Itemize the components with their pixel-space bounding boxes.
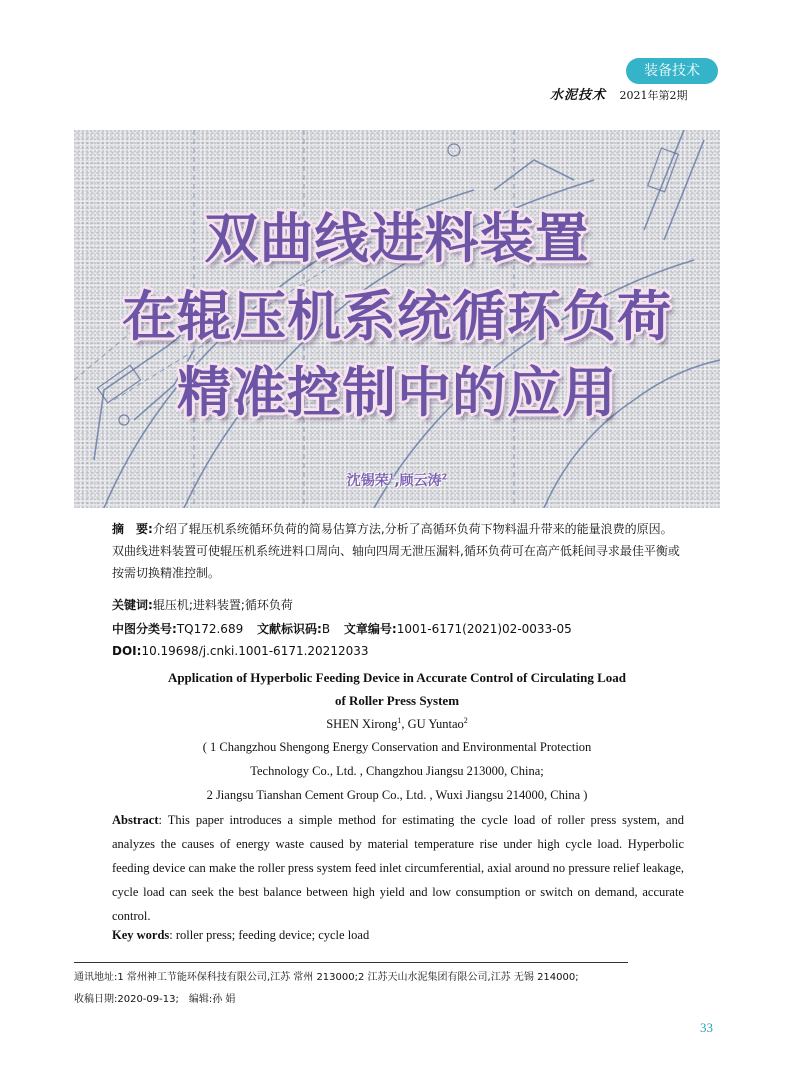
- journal-name: 水泥技术: [550, 88, 607, 103]
- english-title: [112, 666, 682, 712]
- author-name: 顾云涛: [399, 473, 442, 489]
- abstract-cn-label: 摘 要:: [112, 522, 153, 536]
- affiliation-line-3: 2 Jiangsu Tianshan Cement Group Co., Ltd. , Wuxi Jiangsu 214000, China ): [206, 788, 588, 802]
- english-keywords: [112, 928, 369, 943]
- english-author-separator: ,: [401, 717, 408, 732]
- title-banner: [74, 130, 720, 508]
- clc-value: TQ172.689: [176, 622, 244, 636]
- section-tag: 装备技术: [626, 58, 718, 84]
- doi-label: DOI:: [112, 644, 142, 658]
- english-author-2-mark: 2: [463, 716, 468, 725]
- english-author-1-mark: 1: [397, 716, 402, 725]
- english-keywords-label: Key words: [112, 928, 170, 942]
- page-number: 33: [700, 1020, 713, 1035]
- keywords-cn-text: 辊压机;进料装置;循环负荷: [152, 598, 293, 612]
- abstract-cn-text: 介绍了辊压机系统循环负荷的简易估算方法,分析了高循环负荷下物料温升带来的能量浪费的原因。双曲线进料装置可使辊压机系统进料口周向、轴向四周无泄压漏料,循环负荷可在高产低耗间寻求最佳平衡或按需切换精准控制。: [112, 522, 680, 580]
- english-abstract-label: Abstract: [112, 813, 159, 827]
- footnote-divider: [74, 962, 628, 963]
- abstract-cn: [112, 518, 682, 584]
- journal-issue: 2021年第2期: [619, 89, 688, 102]
- doi-line: [112, 644, 369, 658]
- doc-code-label: 文献标识码:: [257, 622, 322, 636]
- english-abstract-text: : This paper introduces a simple method for estimating the cycle load of roller press system, and analyzes the causes of energy waste caused by material temperature rise under high cycle load. Hyperbolic feeding device can make the roller press system feed inlet circumferential, axial around no pressure relief leakage, cycle load can seek the best balance between high yield and low consumption or switch on demand, accurate control.: [112, 813, 684, 923]
- keywords-cn-label: 关键词:: [112, 598, 153, 612]
- article-no-label: 文章编号:: [343, 622, 397, 636]
- english-author-1: SHEN Xirong: [326, 717, 398, 732]
- footnote-address: 通讯地址:1 常州神工节能环保科技有限公司,江苏 常州 213000;2 江苏天山水泥集团有限公司,江苏 无锡 214000;: [74, 972, 579, 983]
- author-name: 沈锡荣: [346, 473, 389, 489]
- classification-line: [112, 620, 572, 637]
- english-title-line-1: Application of Hyperbolic Feeding Device in Accurate Control of Circulating Load: [167, 670, 627, 685]
- english-abstract: [112, 808, 684, 928]
- clc-label: 中图分类号:: [112, 622, 177, 636]
- affiliation-line-1: ( 1 Changzhou Shengong Energy Conservation and Environmental Protection: [202, 740, 592, 754]
- author-affil-mark: 1: [388, 472, 395, 482]
- english-title-line-2: of Roller Press System: [334, 693, 460, 708]
- english-keywords-text: : roller press; feeding device; cycle load: [169, 928, 370, 942]
- doc-code-value: B: [321, 622, 331, 636]
- english-author-2: GU Yuntao: [407, 717, 464, 732]
- keywords-cn: [112, 596, 293, 613]
- author-separator: ,: [394, 473, 400, 489]
- article-no-value: 1001-6171(2021)02-0033-05: [396, 622, 572, 636]
- doi-value: 10.19698/j.cnki.1001-6171.20212033: [141, 644, 369, 658]
- journal-header: [550, 84, 688, 103]
- affiliation-line-2: Technology Co., Ltd. , Changzhou Jiangsu 213000, China;: [250, 764, 544, 778]
- title-line-2: 在辊压机系统循环负荷: [122, 285, 672, 348]
- banner-authors: [74, 470, 720, 490]
- author-affil-mark: 2: [441, 472, 448, 482]
- title-line-1: 双曲线进料装置: [204, 207, 590, 270]
- footnote-received: 收稿日期:2020-09-13; 编辑:孙 娟: [74, 994, 236, 1005]
- english-authors: [112, 716, 682, 732]
- title-line-3: 精准控制中的应用: [177, 361, 617, 424]
